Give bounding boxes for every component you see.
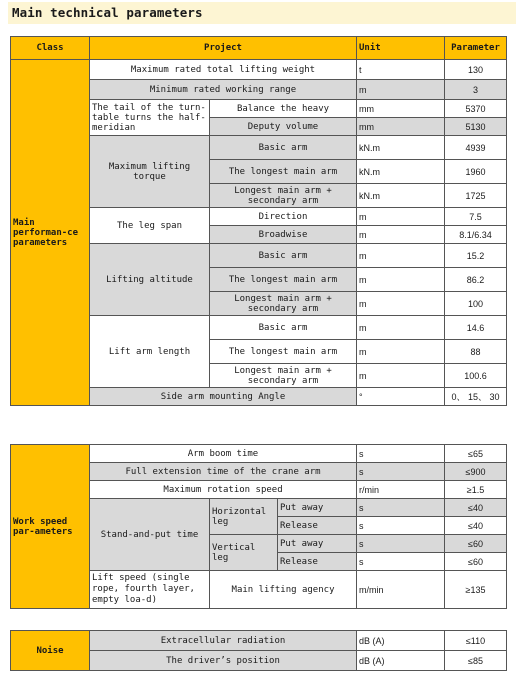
header-parameter: Parameter (445, 37, 507, 60)
header-unit: Unit (357, 37, 445, 60)
lift-speed-label: Lift speed (single rope, fourth layer, empty loa-d) (90, 571, 210, 609)
v-release-unit: s (357, 553, 445, 571)
side-angle-value: 0、 15、 30 (445, 388, 507, 406)
leg-broadwise-value: 8.1/6.34 (445, 226, 507, 244)
lift-speed-agency: Main lifting agency (210, 571, 357, 609)
balance-unit: mm (357, 100, 445, 118)
stand-label: Stand-and-put time (90, 499, 210, 571)
driver-label: The driver’s position (90, 651, 357, 671)
torque-longest-value: 1960 (445, 160, 507, 184)
v-release-value: ≤60 (445, 553, 507, 571)
section-noise: Noise (11, 631, 90, 671)
torque-basic-value: 4939 (445, 136, 507, 160)
h-put-value: ≤40 (445, 499, 507, 517)
torque-secondary-label: Longest main arm + secondary arm (210, 184, 357, 208)
speed-table (10, 444, 507, 609)
torque-longest-label: The longest main arm (210, 160, 357, 184)
header-project: Project (90, 37, 357, 60)
v-put-value: ≤60 (445, 535, 507, 553)
leg-direction-value: 7.5 (445, 208, 507, 226)
noise-table (10, 630, 507, 671)
parameters-table (10, 36, 507, 406)
v-put-label: Put away (278, 535, 357, 553)
v-put-unit: s (357, 535, 445, 553)
rotation-label: Maximum rotation speed (90, 481, 357, 499)
arm-longest-label: The longest main arm (210, 340, 357, 364)
arm-longest-value: 88 (445, 340, 507, 364)
arm-secondary-label: Longest main arm + secondary arm (210, 364, 357, 388)
torque-label: Maximum lifting torque (90, 136, 210, 208)
leg-direction-label: Direction (210, 208, 357, 226)
extension-value: ≤900 (445, 463, 507, 481)
alt-basic-label: Basic arm (210, 244, 357, 268)
balance-value: 5370 (445, 100, 507, 118)
leg-span-label: The leg span (90, 208, 210, 244)
title-bar (8, 2, 516, 24)
page-title: Main technical parameters (12, 5, 203, 20)
driver-value: ≤85 (445, 651, 507, 671)
alt-secondary-unit: m (357, 292, 445, 316)
arm-basic-value: 14.6 (445, 316, 507, 340)
alt-secondary-value: 100 (445, 292, 507, 316)
alt-basic-unit: m (357, 244, 445, 268)
rotation-value: ≥1.5 (445, 481, 507, 499)
section-main: Main performan-ce parameters (11, 60, 90, 406)
min-range-value: 3 (445, 80, 507, 100)
arm-basic-label: Basic arm (210, 316, 357, 340)
h-release-label: Release (278, 517, 357, 535)
alt-basic-value: 15.2 (445, 244, 507, 268)
leg-broadwise-unit: m (357, 226, 445, 244)
torque-basic-label: Basic arm (210, 136, 357, 160)
deputy-label: Deputy volume (210, 118, 357, 136)
h-release-value: ≤40 (445, 517, 507, 535)
boom-time-label: Arm boom time (90, 445, 357, 463)
max-weight-label: Maximum rated total lifting weight (90, 60, 357, 80)
alt-secondary-label: Longest main arm + secondary arm (210, 292, 357, 316)
max-weight-unit: t (357, 60, 445, 80)
extracellular-label: Extracellular radiation (90, 631, 357, 651)
h-put-label: Put away (278, 499, 357, 517)
h-put-unit: s (357, 499, 445, 517)
deputy-value: 5130 (445, 118, 507, 136)
arm-secondary-unit: m (357, 364, 445, 388)
alt-longest-unit: m (357, 268, 445, 292)
balance-label: Balance the heavy (210, 100, 357, 118)
header-class: Class (11, 37, 90, 60)
altitude-label: Lifting altitude (90, 244, 210, 316)
torque-secondary-unit: kN.m (357, 184, 445, 208)
vertical-label: Vertical leg (210, 535, 278, 571)
extension-label: Full extension time of the crane arm (90, 463, 357, 481)
v-release-label: Release (278, 553, 357, 571)
deputy-unit: mm (357, 118, 445, 136)
lift-speed-value: ≥135 (445, 571, 507, 609)
leg-direction-unit: m (357, 208, 445, 226)
arm-secondary-value: 100.6 (445, 364, 507, 388)
torque-longest-unit: kN.m (357, 160, 445, 184)
driver-unit: dB (A) (357, 651, 445, 671)
min-range-unit: m (357, 80, 445, 100)
rotation-unit: r/min (357, 481, 445, 499)
boom-time-value: ≤65 (445, 445, 507, 463)
extracellular-unit: dB (A) (357, 631, 445, 651)
boom-time-unit: s (357, 445, 445, 463)
arm-length-label: Lift arm length (90, 316, 210, 388)
arm-longest-unit: m (357, 340, 445, 364)
extracellular-value: ≤110 (445, 631, 507, 651)
max-weight-value: 130 (445, 60, 507, 80)
h-release-unit: s (357, 517, 445, 535)
horizontal-label: Horizontal leg (210, 499, 278, 535)
section-speed: Work speed par-ameters (11, 445, 90, 609)
torque-secondary-value: 1725 (445, 184, 507, 208)
arm-basic-unit: m (357, 316, 445, 340)
extension-unit: s (357, 463, 445, 481)
side-angle-unit: ° (357, 388, 445, 406)
side-angle-label: Side arm mounting Angle (90, 388, 357, 406)
alt-longest-label: The longest main arm (210, 268, 357, 292)
torque-basic-unit: kN.m (357, 136, 445, 160)
lift-speed-unit: m/min (357, 571, 445, 609)
alt-longest-value: 86.2 (445, 268, 507, 292)
min-range-label: Minimum rated working range (90, 80, 357, 100)
leg-broadwise-label: Broadwise (210, 226, 357, 244)
tail-label: The tail of the turn-table turns the half-meridian (90, 100, 210, 136)
